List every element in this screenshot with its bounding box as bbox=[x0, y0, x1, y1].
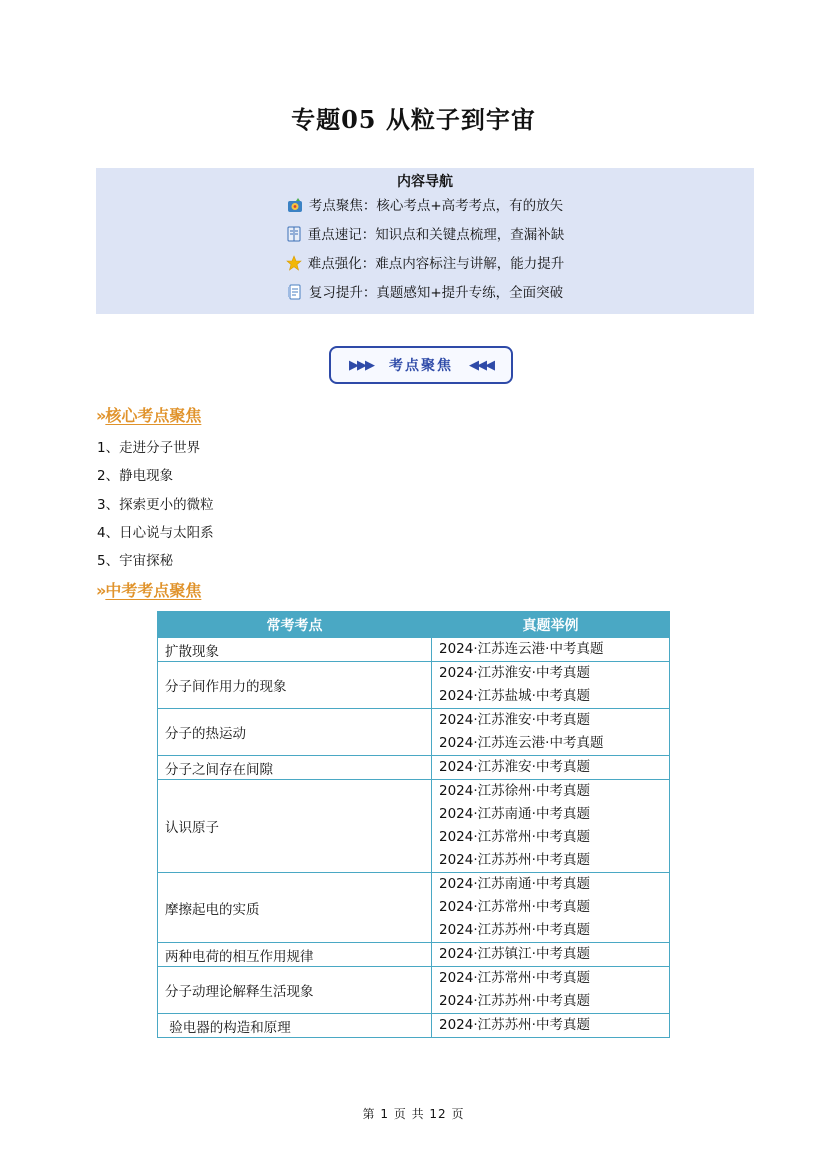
document-title: 专题05 从粒子到宇宙 bbox=[291, 105, 536, 134]
target-icon bbox=[287, 197, 303, 213]
example-item: 2024·江苏苏州·中考真题 bbox=[439, 1017, 590, 1033]
topic-cell: 分子间作用力的现象 bbox=[158, 662, 432, 709]
table-row bbox=[158, 662, 670, 709]
table-row bbox=[158, 780, 670, 873]
example-item: 2024·江苏常州·中考真题 bbox=[439, 899, 590, 915]
table-row bbox=[158, 1014, 670, 1038]
example-item: 2024·江苏连云港·中考真题 bbox=[439, 641, 604, 657]
double-chevron-icon: » bbox=[96, 406, 104, 425]
examples-cell bbox=[432, 1014, 670, 1038]
table-row bbox=[158, 709, 670, 756]
core-item: 1、走进分子世界 bbox=[97, 440, 201, 456]
example-item: 2024·江苏淮安·中考真题 bbox=[439, 665, 590, 681]
topic-cell: 分子的热运动 bbox=[158, 709, 432, 756]
badge-label: 考点聚焦 bbox=[389, 358, 453, 374]
examples-cell bbox=[432, 967, 670, 1014]
topic-cell: 两种电荷的相互作用规律 bbox=[158, 943, 432, 967]
topic-cell: 扩散现象 bbox=[158, 638, 432, 662]
column-header: 常考考点 bbox=[158, 612, 432, 638]
example-item: 2024·江苏淮安·中考真题 bbox=[439, 712, 590, 728]
core-item: 3、探索更小的微粒 bbox=[97, 497, 214, 513]
example-item: 2024·江苏苏州·中考真题 bbox=[439, 852, 590, 868]
page-footer: 第 1 页 共 12 页 bbox=[362, 1107, 465, 1121]
examples-cell bbox=[432, 638, 670, 662]
example-item: 2024·江苏南通·中考真题 bbox=[439, 806, 590, 822]
core-item: 5、宇宙探秘 bbox=[97, 553, 174, 569]
document-icon bbox=[287, 284, 303, 300]
topic-cell: 摩擦起电的实质 bbox=[158, 873, 432, 943]
example-item: 2024·江苏镇江·中考真题 bbox=[439, 946, 590, 962]
nav-row-text: 考点聚焦：核心考点+高考考点，有的放矢 bbox=[308, 198, 564, 214]
section-badge bbox=[329, 346, 513, 384]
column-header: 真题举例 bbox=[432, 612, 670, 638]
exam-section-heading: » 中考考点聚焦 bbox=[96, 581, 202, 600]
table-row bbox=[158, 943, 670, 967]
examples-cell bbox=[432, 756, 670, 780]
table-row bbox=[158, 873, 670, 943]
nav-row-review bbox=[96, 283, 754, 303]
examples-cell bbox=[432, 780, 670, 873]
table-row bbox=[158, 967, 670, 1014]
notebook-icon bbox=[286, 226, 302, 242]
example-item: 2024·江苏淮安·中考真题 bbox=[439, 759, 590, 775]
example-item: 2024·江苏苏州·中考真题 bbox=[439, 922, 590, 938]
nav-row-text: 难点强化：难点内容标注与讲解，能力提升 bbox=[307, 256, 565, 272]
examples-cell bbox=[432, 873, 670, 943]
nav-row-focus bbox=[96, 196, 754, 216]
star-icon bbox=[286, 255, 302, 271]
arrow-left-icon: ◀◀◀ bbox=[469, 357, 493, 373]
content-navigation bbox=[96, 168, 754, 314]
core-item: 2、静电现象 bbox=[97, 468, 174, 484]
example-item: 2024·江苏南通·中考真题 bbox=[439, 876, 590, 892]
example-item: 2024·江苏苏州·中考真题 bbox=[439, 993, 590, 1009]
nav-row-difficulty bbox=[96, 254, 754, 274]
topic-cell: 分子动理论解释生活现象 bbox=[158, 967, 432, 1014]
nav-row-notes bbox=[96, 225, 754, 245]
example-item: 2024·江苏盐城·中考真题 bbox=[439, 688, 590, 704]
core-item: 4、日心说与太阳系 bbox=[97, 525, 214, 541]
topic-cell: 验电器的构造和原理 bbox=[158, 1014, 432, 1038]
example-item: 2024·江苏连云港·中考真题 bbox=[439, 735, 604, 751]
nav-row-text: 重点速记：知识点和关键点梳理，查漏补缺 bbox=[307, 227, 565, 243]
nav-heading: 内容导航 bbox=[397, 174, 453, 190]
arrow-right-icon: ▶▶▶ bbox=[349, 357, 373, 373]
topic-cell: 分子之间存在间隙 bbox=[158, 756, 432, 780]
table-row bbox=[158, 756, 670, 780]
examples-cell bbox=[432, 662, 670, 709]
example-item: 2024·江苏徐州·中考真题 bbox=[439, 783, 590, 799]
table-row bbox=[158, 638, 670, 662]
topic-cell: 认识原子 bbox=[158, 780, 432, 873]
nav-row-text: 复习提升：真题感知+提升专练，全面突破 bbox=[308, 285, 564, 301]
example-item: 2024·江苏常州·中考真题 bbox=[439, 829, 590, 845]
table-header-row bbox=[158, 612, 670, 638]
core-section-heading: » 核心考点聚焦 bbox=[96, 406, 202, 425]
double-chevron-icon: » bbox=[96, 581, 104, 600]
examples-cell bbox=[432, 709, 670, 756]
examples-cell bbox=[432, 943, 670, 967]
example-item: 2024·江苏常州·中考真题 bbox=[439, 970, 590, 986]
exam-points-table bbox=[157, 611, 670, 1038]
